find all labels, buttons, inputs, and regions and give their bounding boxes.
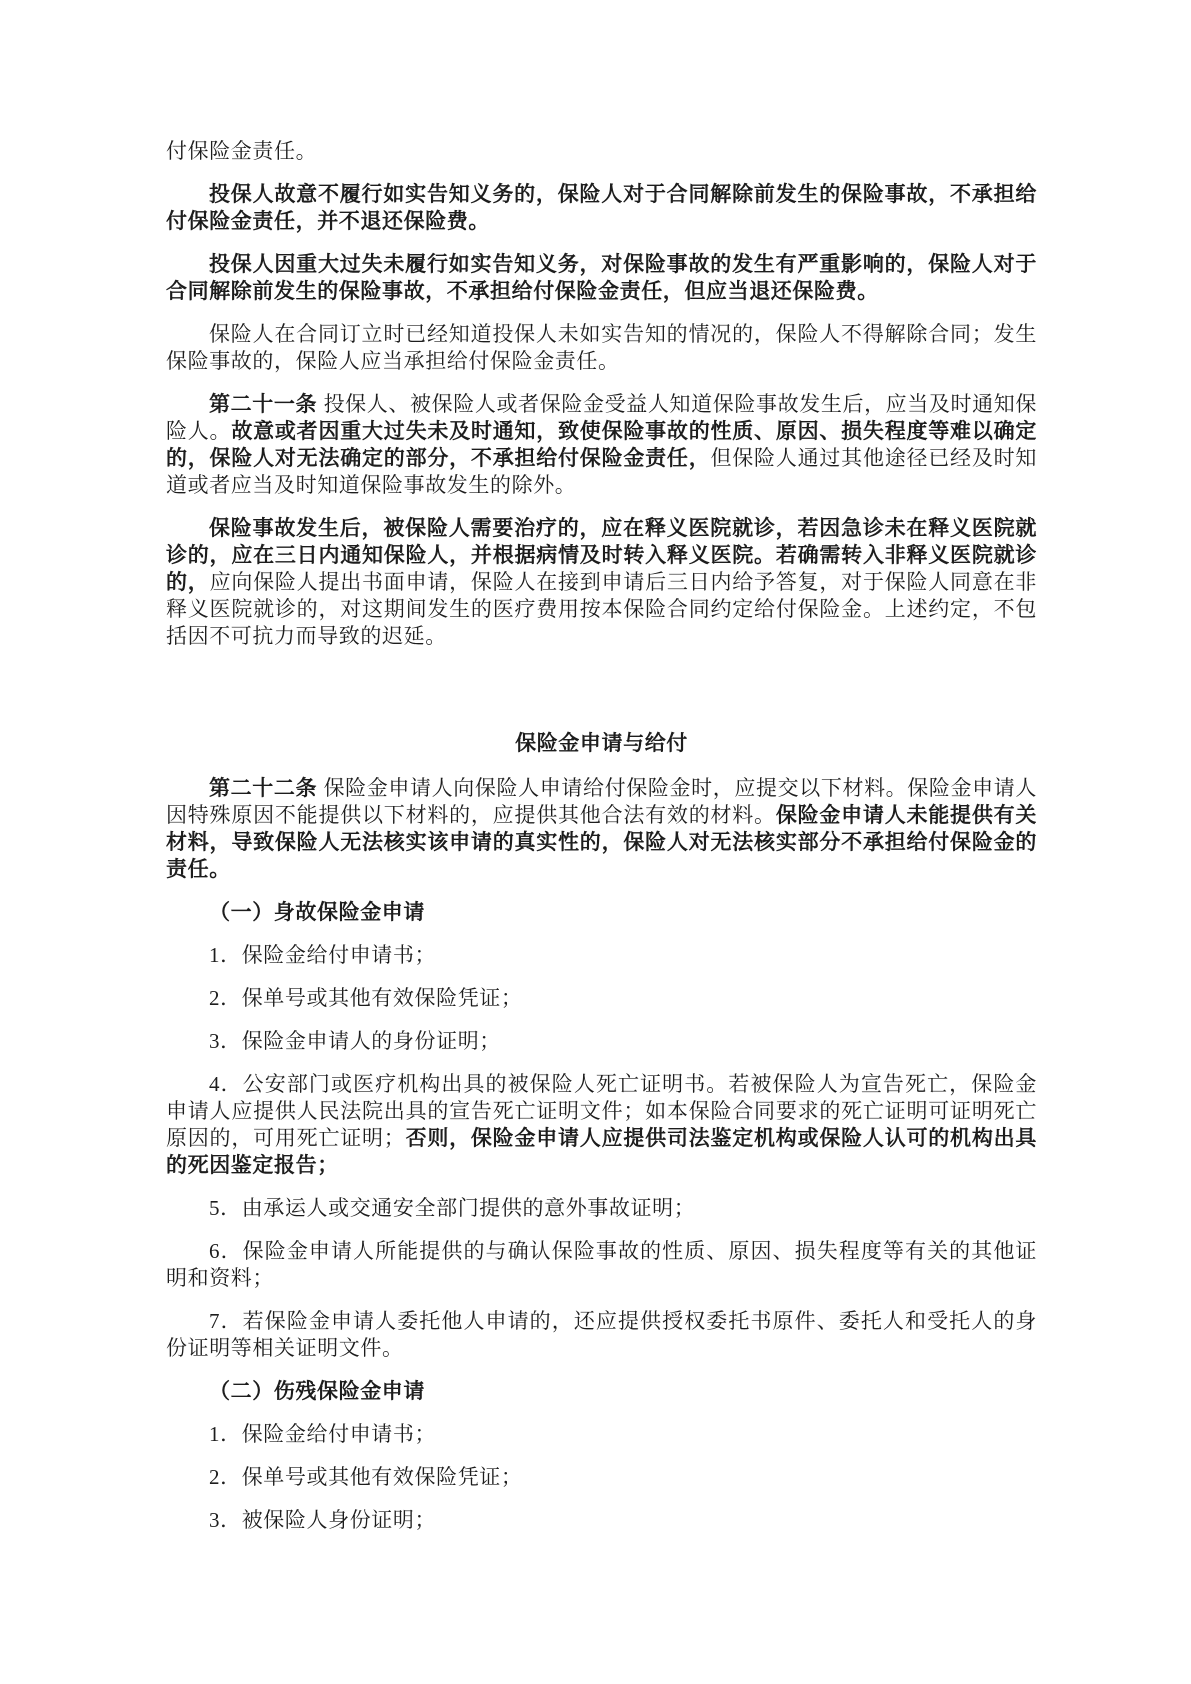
list-item-text: 3．被保险人身份证明； [209, 1508, 437, 1532]
subheading-text: （二）伤残保险金申请 [209, 1380, 425, 1403]
clause-22-application-materials [166, 775, 1037, 883]
clause-21-notification [166, 391, 1037, 499]
paragraph-text: 保险金申请人向保险人申请给付保险金时，应提交以下材料。保险金申请人因特殊原因不能提供以下材料的，应提供其他合法有效的材料。 [166, 776, 1038, 827]
clause-insurer-prior-knowledge [166, 321, 1037, 375]
list-item-text: 5．由承运人或交通安全部门提供的意外事故证明； [209, 1196, 696, 1220]
paragraph-text: 投保人故意不履行如实告知义务的，保险人对于合同解除前发生的保险事故，不承担给付保险金责任，并不退还保险费。 [166, 183, 1037, 233]
paragraph-text-emphasis: 保险事故发生后，被保险人需要治疗的，应在释义医院就诊，若因急诊未在释义医院就诊的，应在三日内通知保险人，并根据病情及时转入释义医院。若确需转入非释义医院就诊的， [166, 517, 1037, 594]
list-item-text-emphasis: 否则，保险金申请人应提供司法鉴定机构或保险人认可的机构出具的死因鉴定报告； [166, 1127, 1037, 1177]
subheading-death-benefit-application [166, 899, 1037, 926]
paragraph-text: 付保险金责任。 [166, 139, 318, 163]
paragraph-text: 应向保险人提出书面申请，保险人在接到申请后三日内给予答复，对于保险人同意在非释义医院就诊的，对这期间发生的医疗费用按本保险合同约定给付保险金。上述约定，不包括因不可抗力而导致的迟延。 [166, 570, 1037, 648]
paragraph-text-emphasis: 故意或者因重大过失未及时通知，致使保险事故的性质、原因、损失程度等难以确定的，保险人对无法确定的部分，不承担给付保险金责任， [166, 420, 1037, 470]
list-item-text: 2．保单号或其他有效保险凭证； [209, 986, 523, 1010]
death-benefit-item-4 [166, 1071, 1037, 1179]
paragraph-text: 保险人在合同订立时已经知道投保人未如实告知的情况的，保险人不得解除合同；发生保险事故的，保险人应当承担给付保险金责任。 [166, 322, 1037, 373]
death-benefit-item-3 [166, 1028, 1037, 1055]
list-item-text: 6．保险金申请人所能提供的与确认保险事故的性质、原因、损失程度等有关的其他证明和资料； [166, 1239, 1037, 1290]
death-benefit-item-5 [166, 1195, 1037, 1222]
clause-hospital-treatment [166, 515, 1037, 650]
paragraph-text: 投保人因重大过失未履行如实告知义务，对保险事故的发生有严重影响的，保险人对于合同解除前发生的保险事故，不承担给付保险金责任，但应当退还保险费。 [166, 253, 1037, 303]
disability-benefit-item-1 [166, 1421, 1037, 1448]
disability-benefit-item-2 [166, 1464, 1037, 1491]
section-heading-claims-and-payment: 保险金申请与给付 [515, 732, 688, 755]
paragraph-text-emphasis: 保险金申请人未能提供有关材料，导致保险人无法核实该申请的真实性的，保险人对无法核实部分不承担给付保险金的责任。 [166, 804, 1037, 881]
list-item-text: 1．保险金给付申请书； [209, 1422, 437, 1446]
death-benefit-item-6 [166, 1238, 1037, 1292]
list-item-text: 1．保险金给付申请书； [209, 943, 437, 967]
subheading-disability-benefit-application [166, 1378, 1037, 1405]
death-benefit-item-2 [166, 985, 1037, 1012]
paragraph-continuation [166, 138, 1037, 165]
list-item-text: 4．公安部门或医疗机构出具的被保险人死亡证明书。若被保险人为宣告死亡，保险金申请人应提供人民法院出具的宣告死亡证明文件；如本保险合同要求的死亡证明可证明死亡原因的，可用死亡证明； [166, 1072, 1037, 1150]
clause-number: 第二十二条 [209, 777, 324, 800]
clause-gross-negligence-nondisclosure [166, 251, 1037, 305]
paragraph-text: 但保险人通过其他途径已经及时知道或者应当及时知道保险事故发生的除外。 [166, 446, 1037, 497]
clause-number: 第二十一条 [209, 393, 324, 416]
subheading-text: （一）身故保险金申请 [209, 901, 425, 924]
list-item-text: 3．保险金申请人的身份证明； [209, 1029, 501, 1053]
list-item-text: 2．保单号或其他有效保险凭证； [209, 1465, 523, 1489]
disability-benefit-item-3 [166, 1507, 1037, 1534]
clause-intentional-nondisclosure [166, 181, 1037, 235]
death-benefit-item-7 [166, 1308, 1037, 1362]
paragraph-text: 投保人、被保险人或者保险金受益人知道保险事故发生后，应当及时通知保险人。 [166, 392, 1038, 443]
death-benefit-item-1 [166, 942, 1037, 969]
list-item-text: 7．若保险金申请人委托他人申请的，还应提供授权委托书原件、委托人和受托人的身份证明等相关证明文件。 [166, 1309, 1037, 1360]
